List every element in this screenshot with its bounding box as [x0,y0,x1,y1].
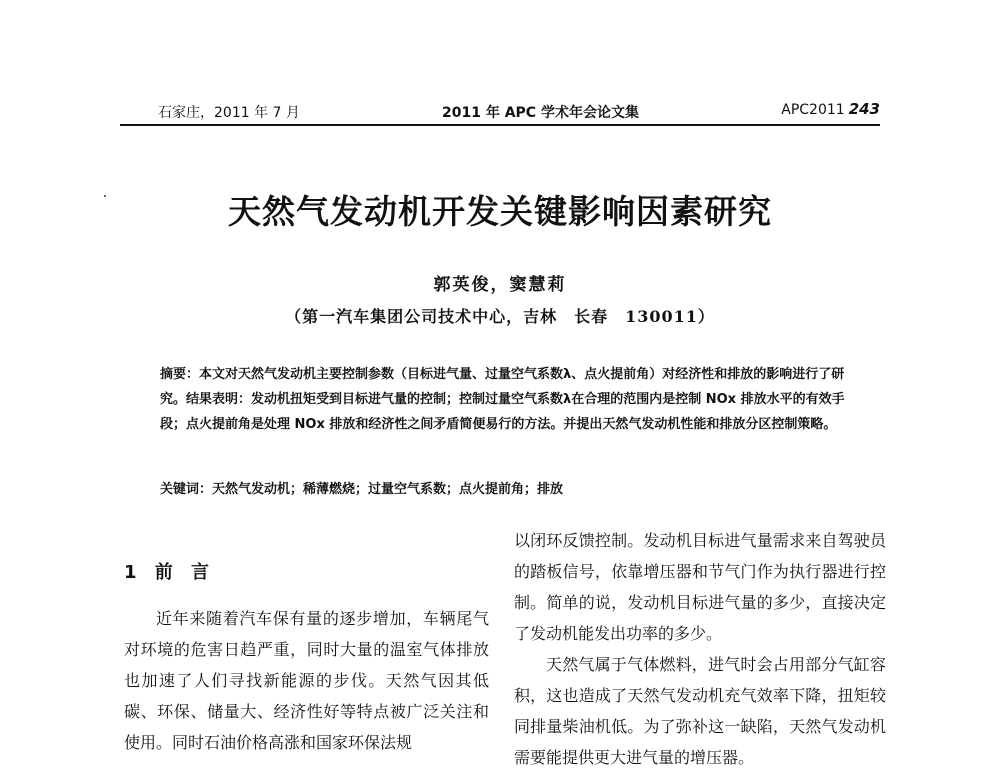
abstract-text: 本文对天然气发动机主要控制参数（目标进气量、过量空气系数λ、点火提前角）对经济性和排放的影响进行了研究。结果表明：发动机扭矩受到目标进气量的控制；控制过量空气系数λ在合理的范围内是控制 NOx 排放水平的有效手段；点火提前角是处理 NOx 排放和经济性之间矛盾简便易行的方法。并提出天然气发动机性能和排放分区控制策略。 [160,367,845,432]
abstract [160,362,860,437]
keywords-label: 关键词： [160,482,213,497]
header-conference-code: APC2011 [781,102,845,118]
body-paragraph: 近年来随着汽车保有量的逐步增加，车辆尾气对环境的危害日趋严重，同时大量的温室气体排放也加速了人们寻找新能源的步伐。天然气因其低碳、环保、储量大、经济性好等特点被广泛关注和使用。同时石油价格高涨和国家环保法规 [124,609,489,752]
keywords-text: 天然气发动机；稀薄燃烧；过量空气系数；点火提前角；排放 [212,482,564,497]
page-number: 243 [848,100,880,118]
section-heading: 1 前 言 [124,562,216,583]
body-paragraph-continued: 以闭环反馈控制。发动机目标进气量需求来自驾驶员的踏板信号，依靠增压器和节气门作为执行器进行控制。简单的说，发动机目标进气量的多少，直接决定了发动机能发出功率的多少。 [514,531,886,643]
keywords [160,478,860,497]
paper-title: 天然气发动机开发关键影响因素研究 [228,192,772,231]
header-proceedings-title: 2011 年 APC 学术年会论文集 [442,105,639,121]
abstract-label: 摘要： [160,367,200,382]
running-header [120,98,880,126]
left-column [124,557,489,758]
paper-authors: 郭英俊，窦慧莉 [433,275,567,295]
header-conference-page [781,100,880,118]
header-location-date: 石家庄，2011 年 7 月 [158,105,300,121]
body-paragraph: 天然气属于气体燃料，进气时会占用部分气缸容积，这也造成了天然气发动机充气效率下降，扭矩较同排量柴油机低。为了弥补这一缺陷，天然气发动机需要能提供更大进气量的增压器。 [514,655,886,767]
right-column [514,525,886,773]
author-affiliation: （第一汽车集团公司技术中心，吉林 长春 130011） [285,307,715,326]
